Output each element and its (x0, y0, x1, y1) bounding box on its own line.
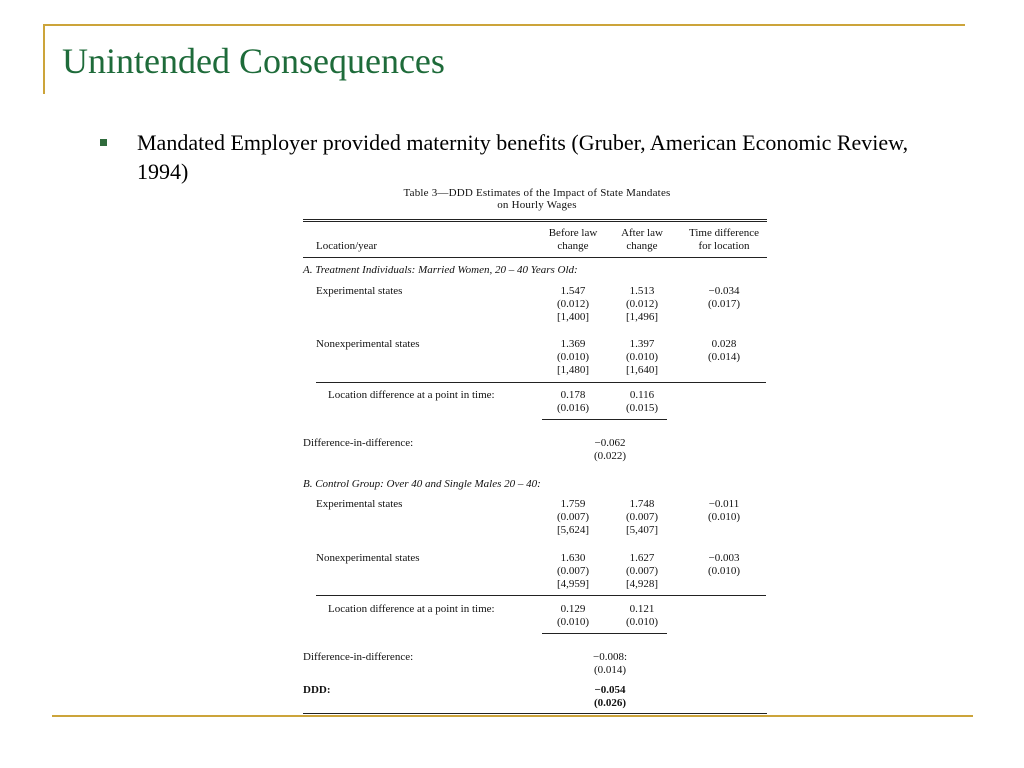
a-locdiff-label: Location difference at a point in time: (328, 389, 495, 401)
bullet-text: Mandated Employer provided maternity benefits (Gruber, American Economic Review, 1994) (137, 130, 909, 184)
b-nonexp-before-value: 1.630 (560, 552, 586, 564)
a-locdiff-after (611, 389, 673, 415)
ddd-se: (0.026) (593, 697, 627, 709)
a-exp-before-value: 1.547 (560, 285, 586, 297)
header-before-line2: change (557, 240, 589, 252)
a-nonexp-label: Nonexperimental states (316, 338, 420, 350)
header-diff-line1: Time difference (689, 227, 759, 239)
a-locdiff-before-value: 0.178 (560, 389, 586, 401)
b-exp-before-se: (0.007) (556, 511, 590, 523)
a-exp-after-n: [1,496] (625, 311, 659, 323)
section-a-label: A. Treatment Individuals: Married Women, 20 – 40 Years Old: (303, 264, 578, 276)
b-nonexp-after (611, 552, 673, 591)
header-after-line2: change (626, 240, 658, 252)
results-table (299, 184, 775, 714)
b-exp-after-value: 1.748 (629, 498, 655, 510)
a-nonexp-after-n: [1,640] (625, 364, 659, 376)
b-exp-diff-value: −0.011 (708, 498, 740, 510)
b-exp-after (611, 498, 673, 537)
b-exp-after-n: [5,407] (625, 524, 659, 536)
a-exp-before-n: [1,400] (556, 311, 590, 323)
b-nonexp-diff (691, 552, 757, 578)
table-rule-header (303, 257, 767, 258)
a-locdiff-before-se: (0.016) (556, 402, 590, 414)
a-nonexp-before (542, 338, 604, 377)
b-nonexp-after-n: [4,928] (625, 578, 659, 590)
header-before-line1: Before law (548, 227, 598, 239)
b-locdiff-before-se: (0.010) (556, 616, 590, 628)
b-locdiff-before-value: 0.129 (560, 603, 586, 615)
table-title (299, 187, 775, 211)
a-nonexp-after-se: (0.010) (625, 351, 659, 363)
a-locdiff-before (542, 389, 604, 415)
header-location: Location/year (316, 240, 378, 252)
ddd-label: DDD: (303, 684, 331, 696)
header-after-line1: After law (621, 227, 663, 239)
a-exp-diff (691, 285, 757, 311)
b-nonexp-label: Nonexperimental states (316, 552, 420, 564)
section-b-label: B. Control Group: Over 40 and Single Males 20 – 40: (303, 478, 541, 490)
b-exp-diff-se: (0.010) (707, 511, 741, 523)
b-did-value (575, 651, 645, 677)
b-did-se: (0.014) (593, 664, 627, 676)
slide-title: Unintended Consequences (62, 41, 445, 81)
b-rule-locdiff (316, 595, 766, 596)
a-did-estimate: −0.062 (594, 437, 626, 449)
a-exp-after (611, 285, 673, 324)
a-nonexp-after (611, 338, 673, 377)
b-locdiff-after-value: 0.121 (629, 603, 655, 615)
table-rule-bottom (303, 713, 767, 714)
a-did-label: Difference-in-difference: (303, 437, 414, 449)
b-nonexp-diff-se: (0.010) (707, 565, 741, 577)
ddd-value (575, 684, 645, 710)
b-exp-before (542, 498, 604, 537)
table-title-line2: on Hourly Wages (497, 199, 577, 211)
a-nonexp-diff-se: (0.014) (707, 351, 741, 363)
header-diff (677, 227, 771, 253)
a-nonexp-after-value: 1.397 (629, 338, 655, 350)
a-exp-diff-value: −0.034 (708, 285, 740, 297)
header-after (611, 227, 673, 253)
b-nonexp-before-n: [4,959] (556, 578, 590, 590)
b-did-estimate: −0.008: (592, 651, 627, 663)
header-diff-line2: for location (698, 240, 750, 252)
b-exp-label: Experimental states (316, 498, 403, 510)
a-nonexp-diff (691, 338, 757, 364)
a-rule-did (542, 419, 667, 420)
table-title-line1: Table 3—DDD Estimates of the Impact of State Mandates (403, 187, 671, 199)
b-exp-diff (691, 498, 757, 524)
a-locdiff-after-se: (0.015) (625, 402, 659, 414)
a-did-se: (0.022) (593, 450, 627, 462)
a-nonexp-diff-value: 0.028 (711, 338, 737, 350)
a-exp-before (542, 285, 604, 324)
table-rule-top (303, 219, 767, 220)
a-nonexp-before-se: (0.010) (556, 351, 590, 363)
ddd-estimate: −0.054 (594, 684, 626, 696)
b-nonexp-diff-value: −0.003 (708, 552, 740, 564)
a-exp-after-value: 1.513 (629, 285, 655, 297)
a-locdiff-after-value: 0.116 (629, 389, 655, 401)
b-nonexp-before (542, 552, 604, 591)
a-exp-diff-se: (0.017) (707, 298, 741, 310)
a-rule-locdiff (316, 382, 766, 383)
b-exp-before-value: 1.759 (560, 498, 586, 510)
table-rule-top-2 (303, 221, 767, 222)
a-exp-before-se: (0.012) (556, 298, 590, 310)
a-did-value (575, 437, 645, 463)
frame-accent-top (43, 24, 965, 26)
a-nonexp-before-n: [1,480] (556, 364, 590, 376)
b-locdiff-after (611, 603, 673, 629)
a-exp-after-se: (0.012) (625, 298, 659, 310)
b-nonexp-after-value: 1.627 (629, 552, 655, 564)
b-locdiff-label: Location difference at a point in time: (328, 603, 495, 615)
a-nonexp-before-value: 1.369 (560, 338, 586, 350)
b-locdiff-after-se: (0.010) (625, 616, 659, 628)
b-locdiff-before (542, 603, 604, 629)
a-exp-label: Experimental states (316, 285, 403, 297)
b-nonexp-after-se: (0.007) (625, 565, 659, 577)
b-exp-after-se: (0.007) (625, 511, 659, 523)
b-nonexp-before-se: (0.007) (556, 565, 590, 577)
bullet-square-icon (100, 139, 107, 146)
header-before (542, 227, 604, 253)
b-rule-did (542, 633, 667, 634)
frame-accent-left (43, 24, 45, 94)
b-exp-before-n: [5,624] (556, 524, 590, 536)
frame-accent-bottom (52, 715, 973, 717)
b-did-label: Difference-in-difference: (303, 651, 414, 663)
